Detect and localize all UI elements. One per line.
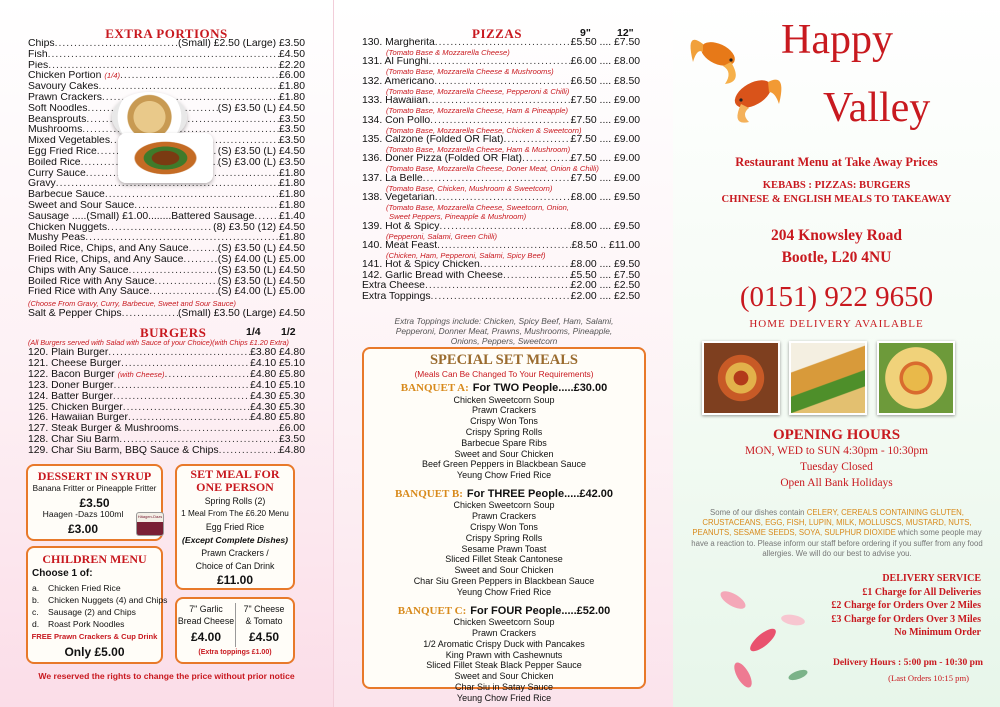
- banquet-item: Chicken Sweetcorn Soup: [453, 617, 555, 628]
- goldfish-icon: [683, 22, 788, 132]
- dessert-haagen-price: £3.00: [67, 522, 99, 536]
- menu-row: Chips ..... (Small) £2.50 (Large) £3.50: [28, 39, 305, 50]
- menu-row: Curry Sauce ..... £1.80: [28, 169, 305, 180]
- banquet-item: Sweet and Sour Chicken: [454, 448, 554, 459]
- cheese-price: £4.50: [248, 630, 280, 644]
- dessert-fritter-price: £3.50: [79, 496, 110, 510]
- menu-row: 137. La Belle ..... £7.50 .... £9.00: [362, 174, 640, 185]
- rice-dish-photo: [877, 341, 955, 415]
- banquet-item: Sliced Fillet Steak Cantonese: [445, 554, 563, 565]
- delivery-line: No Minimum Order: [894, 627, 981, 639]
- opening-hours-line: Open All Bank Holidays: [780, 477, 893, 489]
- set-meal-line: Spring Rolls (2): [204, 496, 266, 506]
- menu-row: 132. Americano ..... £6.50 .... £8.50: [362, 77, 640, 88]
- banquet-item: Prawn Crackers: [471, 405, 536, 416]
- set-meal-line: Prawn Crackers /: [201, 548, 269, 558]
- delivery-line: £2 Charge for Orders Over 2 Miles: [831, 600, 981, 612]
- cuisine-line: KEBABS : PIZZAS: BURGERS: [762, 180, 911, 191]
- menu-row: 133. Hawaiian ..... £7.50 .... £9.00: [362, 96, 640, 107]
- banquet-heading: BANQUET C: For FOUR People.....£52.00: [397, 604, 611, 617]
- allergy-notice: Some of our dishes contain CELERY, CEREALS CONTAINING GLUTEN, CRUSTACEANS, EGG, FISH, LUPIN, MILK, MOLLUSCS, MUSTARD, NUTS, PEANUTS, SESAME SEEDS, SOYA, SULPHUR DIOXIDE which some people may have a reaction to. Please inform our staff before ordering if you suffer from any food allergies. We will do our best to advise you.: [691, 508, 983, 558]
- tagline: Restaurant Menu at Take Away Prices: [735, 155, 938, 169]
- menu-row: Chicken Nuggets ..... (8) £3.50 (12) £4.50: [28, 223, 305, 234]
- pizza-photo: [702, 341, 780, 415]
- menu-row: 123. Doner Burger ..... £4.10 £5.10: [28, 381, 305, 392]
- garlic-line: Bread Cheese: [177, 616, 235, 626]
- menu-row: Boiled Rice with Any Sauce ..... (S) £3.50 (L) £4.50: [28, 277, 305, 288]
- dessert-title: DESSERT IN SYRUP: [37, 469, 152, 483]
- panel-pizzas-specials: [333, 0, 673, 707]
- banquet-item: Crispy Won Tons: [470, 522, 538, 532]
- menu-row: Sausage .....(Small) £1.00........Battered Sausage ..... £1.40: [28, 212, 305, 223]
- children-item: Roast Pork Noodles: [48, 619, 125, 629]
- menu-row: Fried Rice, Chips, and Any Sauce ..... (S) £4.00 (L) £5.00: [28, 255, 305, 266]
- dessert-box: [26, 464, 163, 541]
- cuisine-line: CHINESE & ENGLISH MEALS TO TAKEAWAY: [721, 194, 952, 205]
- set-meal-line: 1 Meal From The £6.20 Menu: [181, 509, 289, 518]
- menu-row: Chicken Portion (1/4) ..... £6.00: [28, 71, 305, 82]
- menu-row: Savoury Cakes ..... £1.80: [28, 82, 305, 93]
- banquet-item: Sesame Prawn Toast: [461, 543, 547, 554]
- menu-row: Salt & Pepper Chips ..... (Small) £3.50 (Large) £4.50: [28, 309, 305, 320]
- set-meal-box: [175, 464, 295, 590]
- extra-toppings-info: Extra Toppings include: Chicken, Spicy Beef, Ham, Salami,: [394, 316, 614, 326]
- phone-number: (0151) 922 9650: [739, 281, 934, 313]
- children-price: Only £5.00: [64, 645, 125, 659]
- sauce-choose-note: (Choose From Gravy, Curry, Barbecue, Sweet and Sour Sauce): [28, 299, 236, 308]
- pizza-desc: (Tomato Base, Mozzarella Cheese, Ham & Pineapple): [386, 106, 569, 116]
- menu-row: Boiled Rice, Chips, and Any Sauce ..... (S) £3.50 (L) £4.50: [28, 244, 305, 255]
- special-sub: (Meals Can Be Changed To Your Requirements): [414, 369, 594, 379]
- pizza-desc: Sweet Peppers, Pineapple & Mushroom): [389, 212, 527, 222]
- set-meal-line: Egg Fried Rice: [205, 522, 265, 532]
- menu-row: Barbecue Sauce ..... £1.80: [28, 190, 305, 201]
- banquet-item: Sweet and Sour Chicken: [454, 565, 554, 576]
- pizza-desc: (Tomato Base, Mozzarella Cheese, Chicken & Sweetcorn): [386, 125, 582, 135]
- menu-row: Fish ..... £4.50: [28, 50, 305, 61]
- menu-row: 120. Plain Burger ..... £3.80 £4.80: [28, 348, 305, 359]
- pizza-desc: (Chicken, Ham, Pepperoni, Salami, Spicy Beef): [386, 250, 546, 260]
- pizzas-title: PIZZAS: [472, 26, 522, 41]
- set-meal-line: (Except Complete Dishes): [181, 535, 289, 545]
- banquet-item: Sweet and Sour Chicken: [454, 671, 554, 682]
- menu-row: 128. Char Siu Barm ..... £3.50: [28, 435, 305, 446]
- set-meal-price: £11.00: [216, 573, 254, 587]
- pizza-desc: (Tomato Base, Mozzarella Cheese, Doner Meat, Onion & Chilli): [386, 164, 599, 174]
- address-line2: Bootle, L20 4NU: [781, 249, 892, 266]
- children-choose: Choose 1 of:: [32, 568, 93, 579]
- children-item-key: b.: [32, 595, 40, 605]
- menu-row: Beansprouts ..... £3.50: [28, 115, 305, 126]
- pizza-desc: (Pepperoni, Salami, Green Chilli): [386, 231, 497, 241]
- children-item-key: a.: [32, 583, 40, 593]
- menu-row: Mixed Vegetables ..... £3.50: [28, 136, 305, 147]
- menu-row: 139. Hot & Spicy ..... £8.00 .... £9.50: [362, 222, 640, 233]
- children-free: FREE Prawn Crackers & Cup Drink: [31, 632, 158, 641]
- menu-row: 142. Garlic Bread with Cheese ..... £5.50 .... £7.50: [362, 271, 640, 282]
- extra-toppings-info: Onions, Peppers, Sweetcorn: [450, 336, 558, 346]
- cheese-line: & Tomato: [245, 616, 283, 626]
- pizza-size-12: 12": [617, 27, 634, 39]
- extra-portions-title: EXTRA PORTIONS: [105, 26, 228, 41]
- burgers-title: BURGERS: [140, 325, 207, 340]
- brand-happy: Happy: [781, 17, 893, 63]
- banquet-item: King Prawn with Cashewnuts: [445, 649, 563, 660]
- burger-col-quarter: 1/4: [246, 326, 261, 338]
- menu-row: Extra Toppings ..... £2.00 .... £2.50: [362, 292, 640, 303]
- set-meal-title: SET MEAL FOR: [190, 467, 280, 481]
- banquet-item: Chicken Sweetcorn Soup: [453, 394, 555, 405]
- children-menu-box: [26, 546, 168, 664]
- cheese-line: 7" Cheese: [243, 604, 285, 614]
- garlic-price: £4.00: [190, 630, 222, 644]
- menu-row: 134. Con Pollo ..... £7.50 .... £9.00: [362, 116, 640, 127]
- garlic-bread-box: [175, 597, 295, 664]
- banquet-item: Crispy Spring Rolls: [465, 426, 543, 437]
- menu-row: 124. Batter Burger ..... £4.30 £5.30: [28, 392, 305, 403]
- banquet-item: Prawn Crackers: [471, 511, 536, 522]
- menu-row: 135. Calzone (Folded OR Flat) ..... £7.50 .... £9.00: [362, 135, 640, 146]
- set-meal-line: Choice of Can Drink: [195, 561, 275, 571]
- garlic-note: (Extra toppings £1.00): [198, 649, 272, 656]
- menu-row: Sweet and Sour Sauce ..... £1.80: [28, 201, 305, 212]
- set-meal-title2: ONE PERSON: [196, 480, 274, 494]
- pizza-desc: (Tomato Base, Mozzarella Cheese, Ham & Mushroom): [386, 144, 571, 154]
- children-item: Sausage (2) and Chips: [48, 607, 136, 617]
- banquet-item: Yeung Chow Fried Rice: [456, 470, 552, 481]
- banquet-item: Crispy Spring Rolls: [465, 532, 543, 543]
- delivery-line: £1 Charge for All Deliveries: [862, 586, 981, 598]
- fish-chips-photo: [789, 341, 867, 415]
- delivery-service: [813, 572, 981, 640]
- home-delivery: HOME DELIVERY AVAILABLE: [749, 318, 924, 330]
- menu-row: Fried Rice with Any Sauce ..... (S) £4.00 (L) £5.00: [28, 287, 305, 298]
- banquet-item: Sliced Fillet Steak Black Pepper Sauce: [426, 660, 582, 671]
- dessert-fritter: Banana Fritter or Pineapple Fritter: [32, 484, 157, 493]
- banquet-heading: BANQUET B: For THREE People.....£42.00: [394, 487, 614, 500]
- delivery-hours: Delivery Hours : 5:00 pm - 10:30 pm: [832, 657, 983, 668]
- banquet-item: Chicken Sweetcorn Soup: [453, 500, 555, 511]
- pizza-size-9: 9": [580, 27, 591, 39]
- koi-fish-icon: [703, 580, 823, 702]
- pizza-desc: (Tomato Base, Chicken, Mushroom & Sweetcorn): [386, 183, 553, 193]
- banquet-item: 1/2 Aromatic Crispy Duck with Pancakes: [423, 638, 585, 649]
- noodle-photo: [118, 133, 213, 183]
- banquet-item: Char Siu in Satay Sauce: [454, 681, 554, 692]
- menu-row: 122. Bacon Burger (with Cheese) ..... £4.80 £5.80: [28, 370, 305, 381]
- menu-row: 121. Cheese Burger ..... £4.10 £5.10: [28, 359, 305, 370]
- pizza-desc: (Tomato Base, Mozzarella Cheese & Mushrooms): [386, 67, 554, 77]
- extra-toppings-info: Pepperoni, Donner Meat, Prawns, Mushrooms, Pineapple,: [395, 326, 613, 336]
- menu-row: 130. Margherita ..... £5.50 .... £7.50: [362, 38, 640, 49]
- rights-notice: We reserved the rights to change the price without prior notice: [38, 671, 295, 681]
- banquet-item: Barbecue Spare Ribs: [461, 437, 547, 448]
- opening-hours-line: MON, WED to SUN 4:30pm - 10:30pm: [745, 445, 928, 457]
- banquet-heading: BANQUET A: For TWO People.....£30.00: [400, 382, 608, 394]
- children-item: Chicken Nuggets (4) and Chips: [48, 595, 168, 605]
- pizza-desc: (Tomato Base, Mozzarella Cheese, Sweetcorn, Onion,: [386, 203, 569, 213]
- menu-row: Boiled Rice ..... (S) £3.00 (L) £3.50: [28, 158, 305, 169]
- delivery-title: DELIVERY SERVICE: [882, 573, 981, 584]
- menu-row: 131. Al Funghi ..... £6.00 .... £8.00: [362, 57, 640, 68]
- panel-brand-info: [673, 0, 1000, 707]
- menu-row: Mushy Peas ..... £1.80: [28, 233, 305, 244]
- children-item-key: d.: [32, 619, 40, 629]
- banquet-item: Prawn Crackers: [471, 627, 536, 638]
- menu-row: Extra Cheese ..... £2.00 .... £2.50: [362, 281, 640, 292]
- menu-row: 140. Meat Feast ..... £8.50 .. £11.00: [362, 241, 640, 252]
- delivery-line: £3 Charge for Orders Over 3 Miles: [831, 613, 981, 625]
- menu-row: 127. Steak Burger & Mushrooms ..... £6.00: [28, 424, 305, 435]
- opening-hours-line: Tuesday Closed: [800, 461, 873, 473]
- panel-extra-burgers: [0, 0, 333, 707]
- children-item-key: c.: [32, 607, 39, 617]
- menu-row: 129. Char Siu Barm, BBQ Sauce & Chips ..... £4.80: [28, 446, 305, 457]
- menu-row: Chips with Any Sauce ..... (S) £3.50 (L) £4.50: [28, 266, 305, 277]
- menu-row: Soft Noodles ..... (S) £3.50 (L) £4.50: [28, 104, 305, 115]
- garlic-line: 7" Garlic: [189, 604, 223, 614]
- menu-row: 136. Doner Pizza (Folded OR Flat) ..... £7.50 .... £9.00: [362, 154, 640, 165]
- special-title: SPECIAL SET MEALS: [429, 352, 578, 368]
- burger-note: (All Burgers served with Salad with Sauce of your Choice)(with Chips £1.20 Extra): [28, 338, 289, 347]
- address-line1: 204 Knowsley Road: [771, 227, 902, 244]
- menu-row: Prawn Crackers ..... £1.80: [28, 93, 305, 104]
- banquet-item: Char Siu Green Peppers in Blackbean Sauce: [413, 576, 595, 586]
- menu-row: Mushrooms ..... £3.50: [28, 125, 305, 136]
- last-orders: (Last Orders 10:15 pm): [888, 673, 969, 683]
- pizza-desc: (Tomato Base, Mozzarella Cheese, Pepperoni & Chilli): [386, 86, 570, 96]
- menu-row: 141. Hot & Spicy Chicken ..... £8.00 .... £9.50: [362, 260, 640, 271]
- icecream-tub-icon: Häagen-Dazs: [136, 512, 164, 536]
- children-title: CHILDREN MENU: [42, 552, 147, 566]
- banquet-item: Yeung Chow Fried Rice: [456, 586, 552, 597]
- banquet-item: Crispy Won Tons: [470, 416, 538, 427]
- banquet-item: Beef Green Peppers in Blackbean Sauce: [421, 459, 587, 470]
- menu-row: 126. Hawaiian Burger ..... £4.80 £5.80: [28, 413, 305, 424]
- opening-hours-title: OPENING HOURS: [772, 427, 901, 443]
- burger-col-half: 1/2: [281, 326, 296, 338]
- dessert-haagen: Haagen -Dazs 100ml: [42, 509, 124, 519]
- special-set-meals-box: [362, 347, 646, 703]
- banquet-item: Yeung Chow Fried Rice: [456, 692, 552, 703]
- menu-row: 125. Chicken Burger ..... £4.30 £5.30: [28, 403, 305, 414]
- menu-row: Pies ..... £2.20: [28, 61, 305, 72]
- pizza-desc: (Tomato Base & Mozzarella Cheese): [386, 47, 510, 57]
- brand-valley: Valley: [823, 85, 931, 131]
- menu-row: Egg Fried Rice ..... (S) £3.50 (L) £4.50: [28, 147, 305, 158]
- menu-row: Gravy ..... £1.80: [28, 179, 305, 190]
- menu-row: 138. Vegetarian ..... £8.00 .... £9.50: [362, 193, 640, 204]
- children-item: Chicken Fried Rice: [48, 583, 121, 593]
